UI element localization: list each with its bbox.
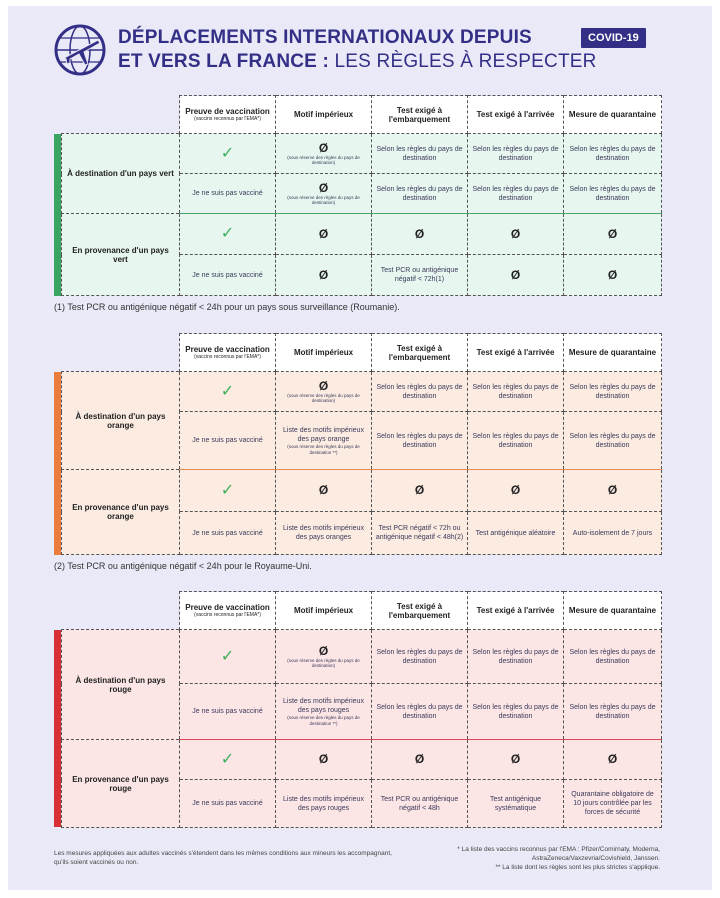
orange-bar bbox=[54, 372, 61, 555]
check-icon: ✓ bbox=[180, 134, 276, 174]
row-prov-green: En provenance d'un pays vert bbox=[62, 214, 180, 296]
green-bar bbox=[54, 134, 61, 296]
row-prov-orange: En provenance d'un pays orange bbox=[62, 470, 180, 555]
row-dest-orange: À destination d'un pays orange bbox=[62, 372, 180, 470]
col-vaccination: Preuve de vaccination (vaccins reconnus par l'EMA*) bbox=[180, 96, 276, 134]
check-icon: ✓ bbox=[180, 740, 276, 780]
green-table: Preuve de vaccination (vaccins reconnus par l'EMA*) Motif impérieux Test exigé à l'embarquement Test exigé à l'arrivée Mesure de quarantaine À destination d'un pays vert ✓ Ø (sous réserve des règles du pays de destination) Selon les règles du pays de destination Selon les règles du pays de destination Selon les règles du pays de destination Je ne suis pas vacciné Ø (sous réserve des règles du pays de destination) Selon les règles du pays de destination Selon les règles du pays de destination Selon les règles du pays de destination En provenance d'un pays vert ✓ Ø Ø Ø Ø Je ne suis pas vacciné Ø Test PCR ou antigénique négatif < 72h(1) Ø Ø bbox=[61, 95, 662, 296]
row-dest-green: À destination d'un pays vert bbox=[62, 134, 180, 214]
footer-note-left: Les mesures appliquées aux adultes vaccinés s'étendent dans les mêmes conditions aux mineurs les accompagnant, qu'ils soient vaccinés ou non. bbox=[54, 850, 392, 866]
col-quarantaine: Mesure de quarantaine bbox=[564, 96, 662, 134]
row-dest-red: À destination d'un pays rouge bbox=[62, 630, 180, 740]
green-note: (1) Test PCR ou antigénique négatif < 24h pour un pays sous surveillance (Roumanie). bbox=[54, 302, 400, 312]
covid-badge: COVID-19 bbox=[581, 28, 646, 48]
check-icon: ✓ bbox=[180, 372, 276, 412]
orange-table: Preuve de vaccination (vaccins reconnus par l'EMA*) Motif impérieux Test exigé à l'embarquement Test exigé à l'arrivée Mesure de quarantaine À destination d'un pays orange ✓ Ø (sous réserve des règles du pays de destination) Selon les règles du pays de destination Selon les règles du pays de destination Selon les règles du pays de destination Je ne suis pas vacciné Liste des motifs impérieux des pays orange (sous réserve des règles du pays de destination **) Selon les règles du pays de destination Selon les règles du pays de destination Selon les règles du pays de destination En provenance d'un pays orange ✓ Ø Ø Ø Ø Je ne suis pas vacciné Liste des motifs impérieux des pays oranges Test PCR négatif < 72h ou antigénique négatif < 48h(2) Test antigénique aléatoire Auto-isolement de 7 jours bbox=[61, 333, 662, 555]
col-motif: Motif impérieux bbox=[276, 96, 372, 134]
row-prov-red: En provenance d'un pays rouge bbox=[62, 740, 180, 828]
header bbox=[54, 22, 674, 82]
orange-note: (2) Test PCR ou antigénique négatif < 24h pour le Royaume-Uni. bbox=[54, 561, 312, 571]
red-bar bbox=[54, 630, 61, 827]
col-arrivee: Test exigé à l'arrivée bbox=[468, 96, 564, 134]
check-icon: ✓ bbox=[180, 214, 276, 255]
footer-note-right: * La liste des vaccins reconnus par l'EMA : Pfizer/Comirnaty, Moderna, AstraZeneca/Vaxzevria/Covishield, Janssen. ** La liste dont les règles sont les plus strictes s'applique. bbox=[457, 846, 660, 871]
col-embarquement: Test exigé à l'embarquement bbox=[372, 96, 468, 134]
airplane-globe-icon bbox=[54, 24, 106, 76]
page-title: DÉPLACEMENTS INTERNATIONAUX DEPUIS ET VERS LA FRANCE : LES RÈGLES À RESPECTER bbox=[118, 27, 597, 72]
check-icon: ✓ bbox=[180, 630, 276, 684]
red-table: Preuve de vaccination (vaccins reconnus par l'EMA*) Motif impérieux Test exigé à l'embarquement Test exigé à l'arrivée Mesure de quarantaine À destination d'un pays rouge ✓ Ø (sous réserve des règles du pays de destination) Selon les règles du pays de destination Selon les règles du pays de destination Selon les règles du pays de destination Je ne suis pas vacciné Liste des motifs impérieux des pays rouges (sous réserve des règles du pays de destination **) Selon les règles du pays de destination Selon les règles du pays de destination Selon les règles du pays de destination En provenance d'un pays rouge ✓ Ø Ø Ø Ø Je ne suis pas vacciné Liste des motifs impérieux des pays rouges Test PCR ou antigénique négatif < 48h Test antigénique systématique Quarantaine obligatoire de 10 jours contrôlée par les forces de sécurité bbox=[61, 591, 662, 828]
check-icon: ✓ bbox=[180, 470, 276, 512]
